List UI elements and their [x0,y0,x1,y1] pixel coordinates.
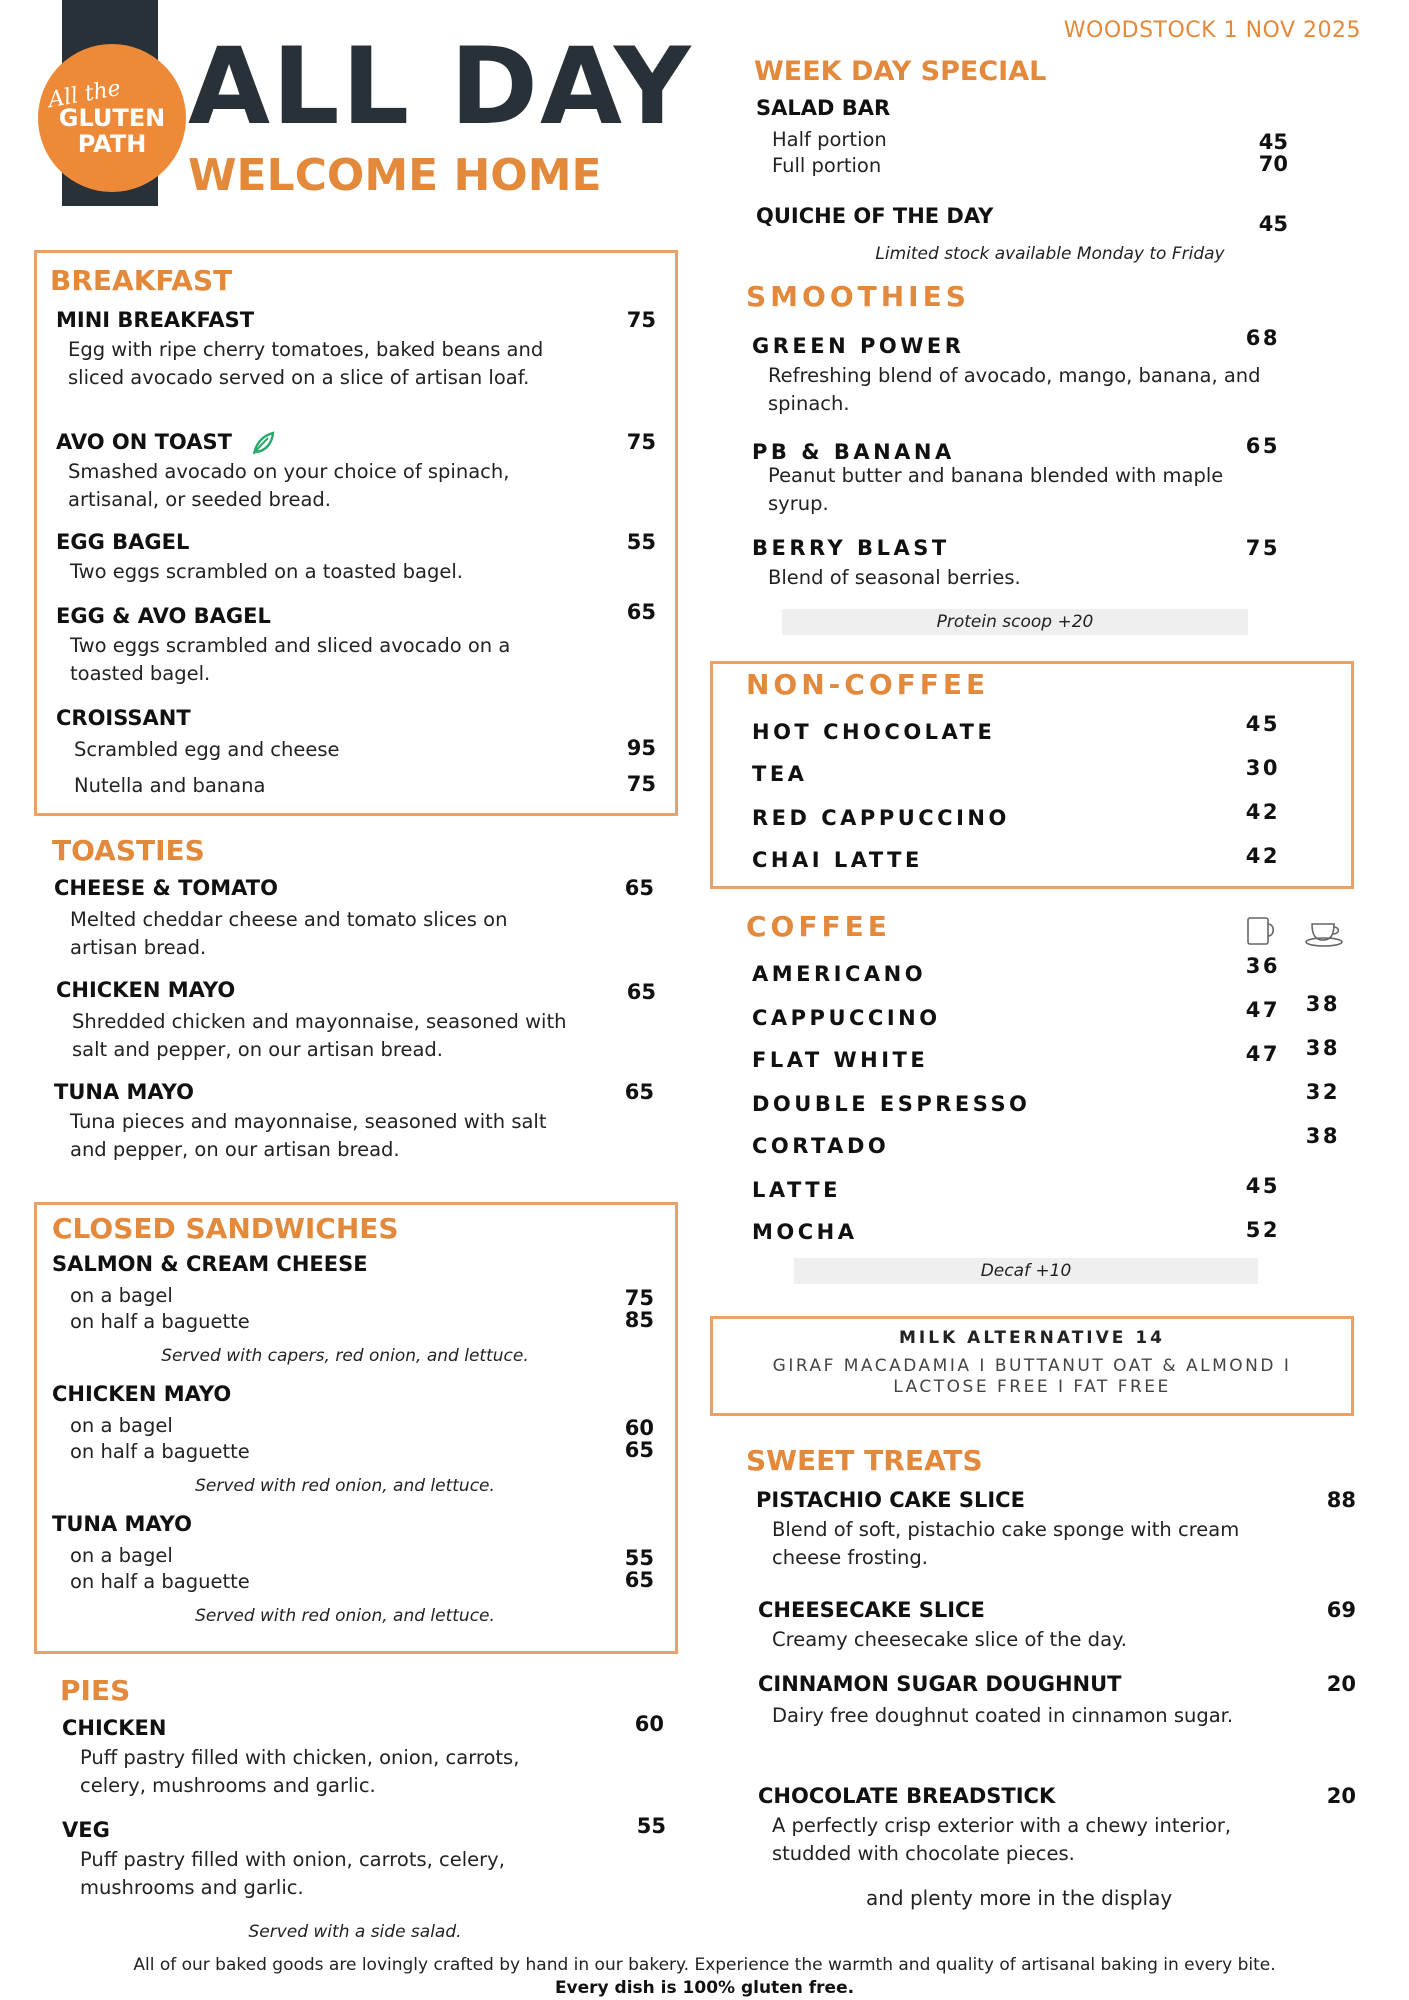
item-mini-breakfast: MINI BREAKFAST [56,308,255,332]
logo-script-text: All the [46,75,123,114]
desc-veg-pie: Puff pastry filled with onion, carrots, celery, mushrooms and garlic. [80,1848,505,1899]
item-cheese-tomato: CHEESE & TOMATO [54,876,278,900]
price-cortado-small: 38 [1305,1124,1340,1148]
decaf-extra: Decaf +10 [794,1258,1258,1284]
desc-chicken-mayo-toastie: Shredded chicken and mayonnaise, seasoned with salt and pepper, on our artisan bread. [72,1010,567,1061]
item-chocolate-breadstick: CHOCOLATE BREADSTICK [758,1784,1056,1808]
milk-alternative-line-2: LACTOSE FREE I FAT FREE [893,1377,1171,1397]
desc-cheese-tomato: Melted cheddar cheese and tomato slices on artisan bread. [70,908,508,959]
item-salad-bar: SALAD BAR [756,96,891,120]
chicken-note: Served with red onion, and lettuce. [195,1476,495,1496]
item-tuna-mayo-toastie: TUNA MAYO [54,1080,194,1104]
price-pistachio-cake-slice: 88 [1326,1488,1356,1512]
toasties-heading: TOASTIES [52,834,205,867]
desc-berry-blast: Blend of seasonal berries. [768,566,1021,589]
croissant-option-2: Nutella and banana [74,774,266,797]
weekday-note: Limited stock available Monday to Friday [875,244,1225,264]
desc-chocolate-breadstick: A perfectly crisp exterior with a chewy interior, studded with chocolate pieces. [772,1814,1232,1865]
item-flat-white: FLAT WHITE [752,1048,929,1072]
price-tea: 30 [1245,756,1280,780]
desc-egg-bagel: Two eggs scrambled on a toasted bagel. [70,560,463,583]
milk-alternative-title: MILK ALTERNATIVE 14 [899,1328,1165,1348]
item-veg-pie: VEG [62,1818,110,1842]
item-egg-bagel: EGG BAGEL [56,530,190,554]
non-coffee-heading: NON-COFFEE [746,668,990,701]
smoothies-heading: SMOOTHIES [746,280,970,313]
price-green-power: 68 [1245,326,1280,350]
tuna-option-baguette: on half a baguette [70,1570,250,1593]
price-cinnamon-sugar-doughnut: 20 [1326,1672,1356,1696]
sweet-treats-heading: SWEET TREATS [746,1444,983,1477]
price-chocolate-breadstick: 20 [1326,1784,1356,1808]
footer-bakery-note: All of our baked goods are lovingly crafted by hand in our bakery. Experience the warmth and quality of artisanal baking in every bite. [133,1955,1276,1975]
weekday-special-heading: WEEK DAY SPECIAL [754,56,1047,87]
coffee-heading: COFFEE [746,910,891,943]
price-salmon-baguette: 85 [624,1308,654,1332]
price-salmon-bagel: 75 [624,1286,654,1310]
price-cheesecake-slice: 69 [1326,1598,1356,1622]
salmon-note: Served with capers, red onion, and lettuce. [161,1346,529,1366]
item-chai-latte: CHAI LATTE [752,848,923,872]
price-tuna-baguette: 65 [624,1568,654,1592]
item-double-espresso: DOUBLE ESPRESSO [752,1092,1031,1116]
page-title: ALL DAY [188,25,693,148]
price-chicken-mayo-toastie: 65 [626,980,656,1004]
item-berry-blast: BERRY BLAST [752,536,950,560]
desc-egg-avo-bagel: Two eggs scrambled and sliced avocado on a toasted bagel. [70,634,511,685]
price-chai-latte: 42 [1245,844,1280,868]
footer-gluten-free-note: Every dish is 100% gluten free. [554,1978,855,1998]
pies-heading: PIES [60,1674,131,1707]
price-double-espresso-small: 32 [1305,1080,1340,1104]
pies-note: Served with a side salad. [248,1922,462,1942]
vegan-leaf-icon [248,430,276,458]
price-cheese-tomato: 65 [624,876,654,900]
price-pb-banana: 65 [1245,434,1280,458]
item-chicken-pie: CHICKEN [62,1716,167,1740]
item-green-power: GREEN POWER [752,334,965,358]
chicken-option-bagel: on a bagel [70,1414,173,1437]
price-americano-large: 36 [1245,954,1280,978]
desc-tuna-mayo-toastie: Tuna pieces and mayonnaise, seasoned with salt and pepper, on our artisan bread. [70,1110,547,1161]
item-tea: TEA [752,762,808,786]
price-avo-on-toast: 75 [626,430,656,454]
price-tuna-mayo-toastie: 65 [624,1080,654,1104]
item-pb-banana: PB & BANANA [752,440,955,464]
salad-half-portion: Half portion [772,128,887,151]
price-egg-avo-bagel: 65 [626,600,656,624]
item-cappuccino: CAPPUCCINO [752,1006,941,1030]
milk-alternative-line-1: GIRAF MACADAMIA I BUTTANUT OAT & ALMOND I [772,1356,1292,1376]
price-flat-white-large: 47 [1245,1042,1280,1066]
logo-text-path: PATH [77,130,147,158]
price-veg-pie: 55 [636,1814,666,1838]
item-cheesecake-slice: CHEESECAKE SLICE [758,1598,985,1622]
price-red-cappuccino: 42 [1245,800,1280,824]
tuna-note: Served with red onion, and lettuce. [195,1606,495,1626]
logo-text-gluten: GLUTEN [58,104,166,132]
salad-full-portion: Full portion [772,154,882,177]
chicken-option-baguette: on half a baguette [70,1440,250,1463]
desc-chicken-pie: Puff pastry filled with chicken, onion, carrots, celery, mushrooms and garlic. [80,1746,520,1797]
item-cortado: CORTADO [752,1134,890,1158]
price-flat-white-small: 38 [1305,1036,1340,1060]
price-cappuccino-large: 47 [1245,998,1280,1022]
item-quiche-of-the-day: QUICHE OF THE DAY [756,204,994,228]
desc-cheesecake-slice: Creamy cheesecake slice of the day. [772,1628,1127,1651]
item-pistachio-cake-slice: PISTACHIO CAKE SLICE [756,1488,1025,1512]
salmon-option-bagel: on a bagel [70,1284,173,1307]
mug-icon [1244,912,1280,948]
breakfast-heading: BREAKFAST [50,264,233,297]
price-quiche: 45 [1258,212,1288,236]
desc-pb-banana: Peanut butter and banana blended with maple syrup. [768,464,1224,515]
item-croissant: CROISSANT [56,706,191,730]
price-cappuccino-small: 38 [1305,992,1340,1016]
price-salad-half: 45 [1258,130,1288,154]
desc-avo-on-toast: Smashed avocado on your choice of spinach, artisanal, or seeded bread. [68,460,510,511]
item-americano: AMERICANO [752,962,927,986]
price-latte-large: 45 [1245,1174,1280,1198]
desc-mini-breakfast: Egg with ripe cherry tomatoes, baked beans and sliced avocado served on a slice of artisan loaf. [68,338,544,389]
item-hot-chocolate: HOT CHOCOLATE [752,720,996,744]
price-mocha-large: 52 [1245,1218,1280,1242]
price-salad-full: 70 [1258,152,1288,176]
item-red-cappuccino: RED CAPPUCCINO [752,806,1010,830]
display-note: and plenty more in the display [866,1886,1173,1910]
price-croissant-option-2: 75 [626,772,656,796]
desc-green-power: Refreshing blend of avocado, mango, banana, and spinach. [768,364,1261,415]
salmon-option-baguette: on half a baguette [70,1310,250,1333]
item-cinnamon-sugar-doughnut: CINNAMON SUGAR DOUGHNUT [758,1672,1122,1696]
tuna-option-bagel: on a bagel [70,1544,173,1567]
price-berry-blast: 75 [1245,536,1280,560]
item-egg-avo-bagel: EGG & AVO BAGEL [56,604,271,628]
price-hot-chocolate: 45 [1245,712,1280,736]
price-egg-bagel: 55 [626,530,656,554]
price-tuna-bagel: 55 [624,1546,654,1570]
item-salmon-cream-cheese: SALMON & CREAM CHEESE [52,1252,368,1276]
item-latte: LATTE [752,1178,841,1202]
item-chicken-mayo-sandwich: CHICKEN MAYO [52,1382,232,1406]
desc-cinnamon-sugar-doughnut: Dairy free doughnut coated in cinnamon sugar. [772,1704,1234,1727]
closed-sandwiches-heading: CLOSED SANDWICHES [52,1212,399,1245]
item-mocha: MOCHA [752,1220,858,1244]
cup-saucer-icon [1304,916,1348,948]
location-date: WOODSTOCK 1 NOV 2025 [1063,18,1361,43]
croissant-option-1: Scrambled egg and cheese [74,738,340,761]
item-avo-on-toast: AVO ON TOAST [56,430,232,454]
item-tuna-mayo-sandwich: TUNA MAYO [52,1512,192,1536]
desc-pistachio-cake-slice: Blend of soft, pistachio cake sponge with cream cheese frosting. [772,1518,1240,1569]
page-subtitle: WELCOME HOME [188,150,602,201]
protein-scoop-extra: Protein scoop +20 [782,609,1248,635]
price-croissant-option-1: 95 [626,736,656,760]
price-chicken-bagel: 60 [624,1416,654,1440]
item-chicken-mayo-toastie: CHICKEN MAYO [56,978,236,1002]
price-chicken-baguette: 65 [624,1438,654,1462]
price-chicken-pie: 60 [634,1712,664,1736]
price-mini-breakfast: 75 [626,308,656,332]
